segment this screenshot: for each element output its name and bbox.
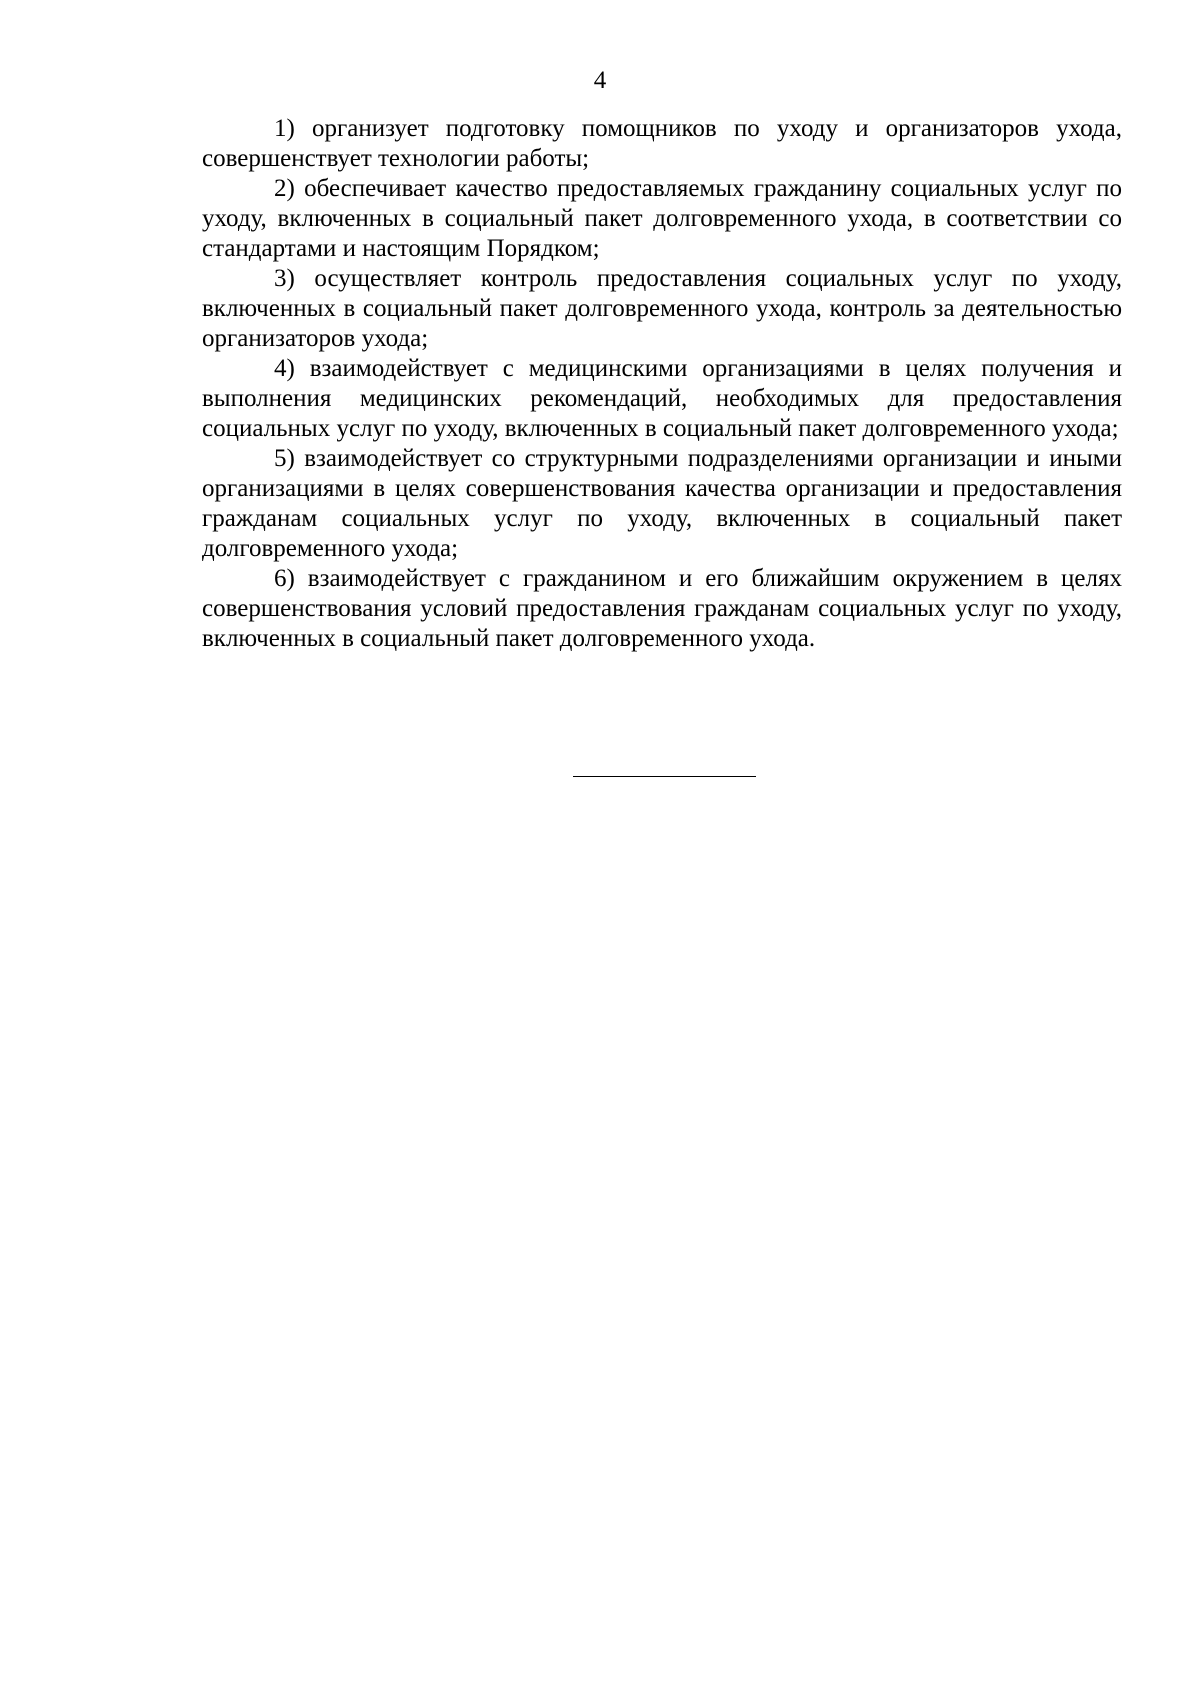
list-item-5: 5) взаимодействует со структурными подразделениями организации и иными организациями в целях совершенствования качества организации и предоставления гражданам социальных услуг по уходу, включенных в социальный пакет долговременного ухода; [202,445,1122,562]
list-item-1: 1) организует подготовку помощников по уходу и организаторов ухода, совершенствует технологии работы; [202,115,1122,172]
list-item-2: 2) обеспечивает качество предоставляемых гражданину социальных услуг по уходу, включенных в социальный пакет долговременного ухода, в соответствии со стандартами и настоящим Порядком; [202,175,1122,262]
end-of-document-rule [573,776,756,777]
document-body [202,114,1122,654]
list-item-6: 6) взаимодействует с гражданином и его ближайшим окружением в целях совершенствования условий предоставления гражданам социальных услуг по уходу, включенных в социальный пакет долговременного ухода. [202,565,1122,652]
list-item-4: 4) взаимодействует с медицинскими организациями в целях получения и выполнения медицинских рекомендаций, необходимых для предоставления социальных услуг по уходу, включенных в социальный пакет долговременного ухода; [202,355,1122,442]
list-item-3: 3) осуществляет контроль предоставления социальных услуг по уходу, включенных в социальный пакет долговременного ухода, контроль за деятельностью организаторов ухода; [202,265,1122,352]
page-number: 4 [593,67,607,94]
